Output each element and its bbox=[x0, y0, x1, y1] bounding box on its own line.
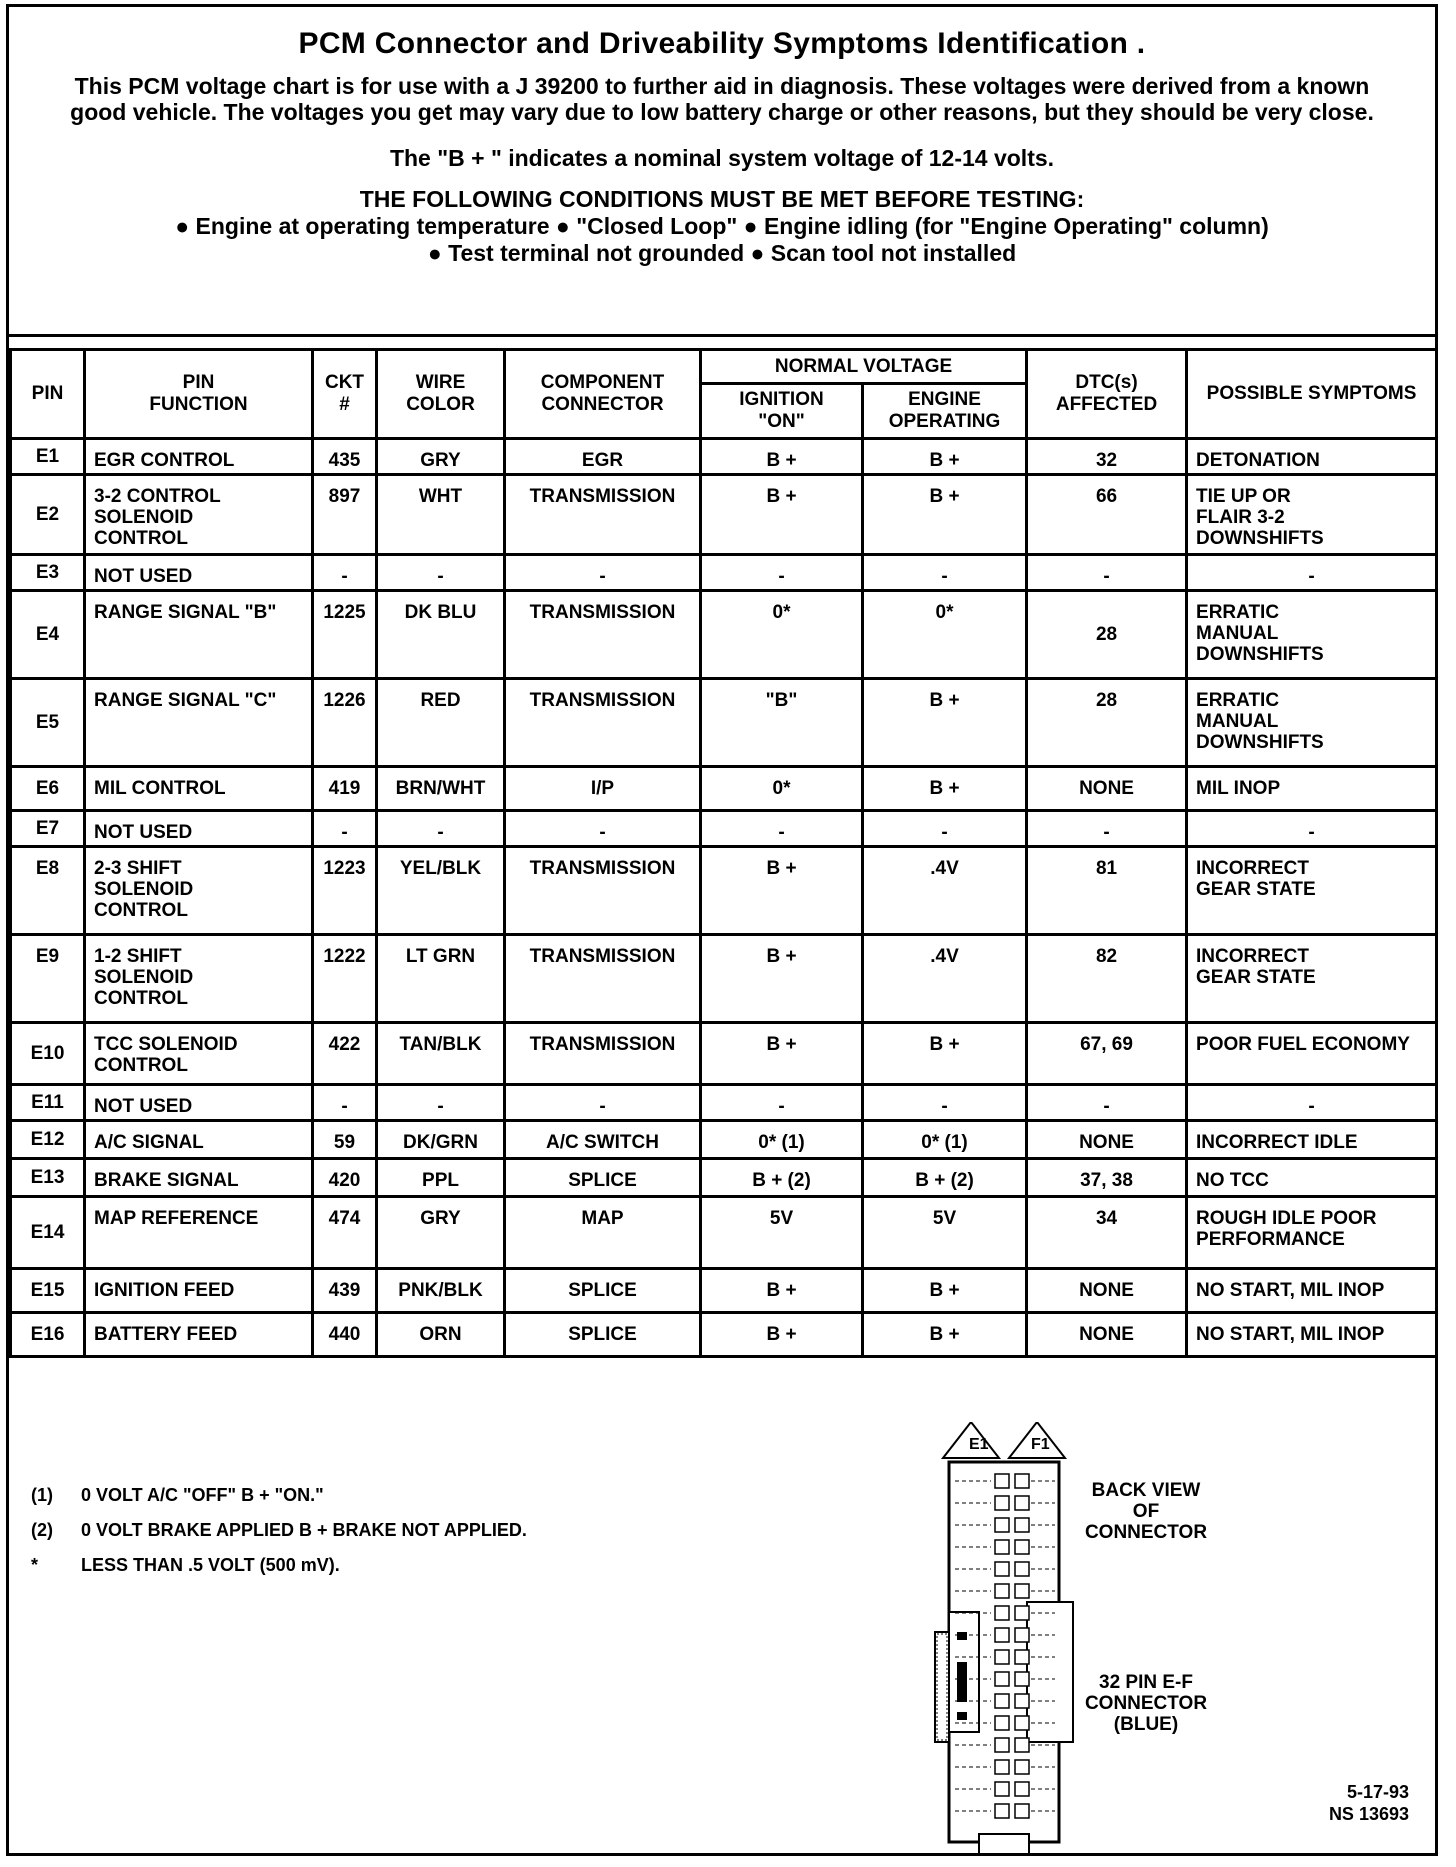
header-pin: PIN bbox=[11, 350, 85, 439]
pin-cell: E2 bbox=[11, 475, 85, 555]
table-row bbox=[11, 555, 1437, 591]
wire-cell: RED bbox=[377, 679, 505, 767]
pin-cell: E14 bbox=[11, 1197, 85, 1269]
table-row bbox=[11, 1085, 1437, 1121]
connector-pin bbox=[995, 1628, 1009, 1642]
symptom-cell: NO START, MIL INOP bbox=[1187, 1313, 1437, 1357]
pin-cell: E6 bbox=[11, 767, 85, 811]
dtc-cell: 28 bbox=[1027, 679, 1187, 767]
connector-pin bbox=[1015, 1540, 1029, 1554]
connector-pin bbox=[1015, 1760, 1029, 1774]
component-cell: TRANSMISSION bbox=[505, 679, 701, 767]
table-row bbox=[11, 847, 1437, 935]
pin-cell: E3 bbox=[11, 555, 85, 591]
engine-cell: .4V bbox=[863, 847, 1027, 935]
pcm-voltage-table bbox=[9, 348, 1438, 1358]
ckt-cell: 1226 bbox=[313, 679, 377, 767]
ignition-cell: - bbox=[701, 811, 863, 847]
wire-cell: DK BLU bbox=[377, 591, 505, 679]
connector-pin bbox=[1015, 1562, 1029, 1576]
table-row bbox=[11, 475, 1437, 555]
ckt-cell: 422 bbox=[313, 1023, 377, 1085]
pin-cell: E10 bbox=[11, 1023, 85, 1085]
pin-cell: E15 bbox=[11, 1269, 85, 1313]
connector-pin bbox=[1015, 1738, 1029, 1752]
component-cell: TRANSMISSION bbox=[505, 935, 701, 1023]
ckt-cell: - bbox=[313, 811, 377, 847]
engine-cell: B + bbox=[863, 475, 1027, 555]
dtc-cell: - bbox=[1027, 811, 1187, 847]
wire-cell: - bbox=[377, 1085, 505, 1121]
ckt-cell: 1223 bbox=[313, 847, 377, 935]
dtc-cell: 28 bbox=[1027, 591, 1187, 679]
wire-cell: YEL/BLK bbox=[377, 847, 505, 935]
footnote-text: 0 VOLT BRAKE APPLIED B + BRAKE NOT APPLIED. bbox=[81, 1520, 527, 1540]
symptom-cell: ERRATIC MANUAL DOWNSHIFTS bbox=[1187, 679, 1437, 767]
component-cell: TRANSMISSION bbox=[505, 1023, 701, 1085]
wire-cell: ORN bbox=[377, 1313, 505, 1357]
ignition-cell: B + bbox=[701, 475, 863, 555]
back-view-label: BACK VIEW OF CONNECTOR bbox=[1084, 1480, 1208, 1543]
connector-pin bbox=[995, 1474, 1009, 1488]
component-cell: TRANSMISSION bbox=[505, 847, 701, 935]
ignition-cell: 0* bbox=[701, 767, 863, 811]
header-engine-operating: ENGINE OPERATING bbox=[863, 384, 1027, 439]
symptom-cell: INCORRECT GEAR STATE bbox=[1187, 935, 1437, 1023]
function-cell: 2-3 SHIFT SOLENOID CONTROL bbox=[85, 847, 313, 935]
connector-pin bbox=[1015, 1650, 1029, 1664]
header-ignition-on: IGNITION "ON" bbox=[701, 384, 863, 439]
dtc-cell: 82 bbox=[1027, 935, 1187, 1023]
ckt-cell: 419 bbox=[313, 767, 377, 811]
component-cell: TRANSMISSION bbox=[505, 475, 701, 555]
table-row bbox=[11, 935, 1437, 1023]
dtc-cell: 34 bbox=[1027, 1197, 1187, 1269]
ckt-cell: 1222 bbox=[313, 935, 377, 1023]
engine-cell: 0* bbox=[863, 591, 1027, 679]
symptom-cell: ERRATIC MANUAL DOWNSHIFTS bbox=[1187, 591, 1437, 679]
ignition-cell: B + (2) bbox=[701, 1159, 863, 1197]
ignition-cell: - bbox=[701, 1085, 863, 1121]
conditions-line-2: ● Test terminal not grounded ● Scan tool not installed bbox=[427, 240, 1017, 266]
connector-pin bbox=[995, 1672, 1009, 1686]
footnote-text: 0 VOLT A/C "OFF" B + "ON." bbox=[81, 1485, 324, 1505]
engine-cell: B + bbox=[863, 1023, 1027, 1085]
e1-label: E1 bbox=[969, 1436, 989, 1453]
pin-cell: E7 bbox=[11, 811, 85, 847]
symptom-cell: MIL INOP bbox=[1187, 767, 1437, 811]
footnote-1 bbox=[31, 1485, 527, 1506]
conditions-title: THE FOLLOWING CONDITIONS MUST BE MET BEFORE TESTING: bbox=[359, 186, 1085, 212]
page-frame bbox=[6, 4, 1438, 1856]
function-cell: 1-2 SHIFT SOLENOID CONTROL bbox=[85, 935, 313, 1023]
connector-pin bbox=[995, 1760, 1009, 1774]
symptom-cell: POOR FUEL ECONOMY bbox=[1187, 1023, 1437, 1085]
dtc-cell: 66 bbox=[1027, 475, 1187, 555]
symptom-cell: NO START, MIL INOP bbox=[1187, 1269, 1437, 1313]
connector-pin bbox=[995, 1694, 1009, 1708]
header-dtc: DTC(s) AFFECTED bbox=[1027, 350, 1187, 439]
symptom-cell: INCORRECT GEAR STATE bbox=[1187, 847, 1437, 935]
conditions-line-1: ● Engine at operating temperature ● "Closed Loop" ● Engine idling (for "Engine Operating" column) bbox=[175, 213, 1269, 239]
component-cell: A/C SWITCH bbox=[505, 1121, 701, 1159]
bplus-note: The "B + " indicates a nominal system voltage of 12-14 volts. bbox=[389, 145, 1055, 171]
component-cell: - bbox=[505, 811, 701, 847]
symptom-cell: - bbox=[1187, 555, 1437, 591]
document-id bbox=[1329, 1781, 1409, 1825]
table-row bbox=[11, 679, 1437, 767]
wire-cell: BRN/WHT bbox=[377, 767, 505, 811]
table-row bbox=[11, 1313, 1437, 1357]
footnote-3 bbox=[31, 1555, 527, 1576]
wire-cell: GRY bbox=[377, 1197, 505, 1269]
ignition-cell: 0* (1) bbox=[701, 1121, 863, 1159]
engine-cell: 5V bbox=[863, 1197, 1027, 1269]
pin-cell: E12 bbox=[11, 1121, 85, 1159]
function-cell: IGNITION FEED bbox=[85, 1269, 313, 1313]
function-cell: MAP REFERENCE bbox=[85, 1197, 313, 1269]
table-row bbox=[11, 1159, 1437, 1197]
ignition-cell: B + bbox=[701, 847, 863, 935]
connector-pin bbox=[995, 1540, 1009, 1554]
wire-cell: - bbox=[377, 811, 505, 847]
dtc-cell: 67, 69 bbox=[1027, 1023, 1187, 1085]
header bbox=[9, 7, 1435, 337]
ignition-cell: B + bbox=[701, 935, 863, 1023]
connector-pin bbox=[995, 1562, 1009, 1576]
wire-cell: TAN/BLK bbox=[377, 1023, 505, 1085]
document-date: 5-17-93 bbox=[1346, 1782, 1409, 1802]
ignition-cell: 0* bbox=[701, 591, 863, 679]
wire-cell: PNK/BLK bbox=[377, 1269, 505, 1313]
ignition-cell: B + bbox=[701, 439, 863, 475]
function-cell: NOT USED bbox=[85, 811, 313, 847]
footnote-mark: (1) bbox=[31, 1485, 53, 1505]
dtc-cell: 81 bbox=[1027, 847, 1187, 935]
connector-pin bbox=[1015, 1518, 1029, 1532]
engine-cell: B + (2) bbox=[863, 1159, 1027, 1197]
symptom-cell: - bbox=[1187, 811, 1437, 847]
connector-pin bbox=[1015, 1584, 1029, 1598]
ckt-cell: 474 bbox=[313, 1197, 377, 1269]
connector-pin bbox=[995, 1496, 1009, 1510]
connector-pin bbox=[995, 1584, 1009, 1598]
pin-cell: E5 bbox=[11, 679, 85, 767]
connector-pin bbox=[1015, 1716, 1029, 1730]
f1-label: F1 bbox=[1031, 1436, 1050, 1453]
function-cell: 3-2 CONTROL SOLENOID CONTROL bbox=[85, 475, 313, 555]
component-cell: MAP bbox=[505, 1197, 701, 1269]
engine-cell: B + bbox=[863, 1269, 1027, 1313]
connector-pin bbox=[1015, 1672, 1029, 1686]
function-cell: A/C SIGNAL bbox=[85, 1121, 313, 1159]
component-cell: SPLICE bbox=[505, 1269, 701, 1313]
ignition-cell: B + bbox=[701, 1269, 863, 1313]
connector-pin bbox=[995, 1606, 1009, 1620]
function-cell: BRAKE SIGNAL bbox=[85, 1159, 313, 1197]
header-component: COMPONENT CONNECTOR bbox=[505, 350, 701, 439]
table-row bbox=[11, 439, 1437, 475]
dtc-cell: NONE bbox=[1027, 1269, 1187, 1313]
connector-pin bbox=[995, 1518, 1009, 1532]
footnotes bbox=[31, 1485, 527, 1590]
pin-cell: E4 bbox=[11, 591, 85, 679]
table-row bbox=[11, 1269, 1437, 1313]
wire-cell: DK/GRN bbox=[377, 1121, 505, 1159]
dtc-cell: - bbox=[1027, 555, 1187, 591]
document-ref: NS 13693 bbox=[1328, 1804, 1409, 1824]
engine-cell: 0* (1) bbox=[863, 1121, 1027, 1159]
connector-pin bbox=[1015, 1782, 1029, 1796]
connector-diagram bbox=[919, 1422, 1249, 1862]
function-cell: NOT USED bbox=[85, 555, 313, 591]
ckt-cell: - bbox=[313, 1085, 377, 1121]
table-row bbox=[11, 591, 1437, 679]
connector-pin bbox=[1015, 1694, 1029, 1708]
pin-cell: E16 bbox=[11, 1313, 85, 1357]
component-cell: SPLICE bbox=[505, 1313, 701, 1357]
dtc-cell: NONE bbox=[1027, 767, 1187, 811]
ignition-cell: B + bbox=[701, 1023, 863, 1085]
wire-cell: PPL bbox=[377, 1159, 505, 1197]
ckt-cell: 440 bbox=[313, 1313, 377, 1357]
dtc-cell: NONE bbox=[1027, 1121, 1187, 1159]
page-title: PCM Connector and Driveability Symptoms Identification . bbox=[298, 27, 1146, 60]
intro-paragraph: This PCM voltage chart is for use with a J 39200 to further aid in diagnosis. These voltages were derived from a known good vehicle. The voltages you get may vary due to low battery charge or other reasons, but they should be very close. bbox=[70, 73, 1374, 125]
ignition-cell: - bbox=[701, 555, 863, 591]
table-row bbox=[11, 1023, 1437, 1085]
header-wire-color: WIRE COLOR bbox=[377, 350, 505, 439]
function-cell: BATTERY FEED bbox=[85, 1313, 313, 1357]
table-row bbox=[11, 811, 1437, 847]
table-row bbox=[11, 1197, 1437, 1269]
function-cell: RANGE SIGNAL "C" bbox=[85, 679, 313, 767]
wire-cell: WHT bbox=[377, 475, 505, 555]
component-cell: - bbox=[505, 555, 701, 591]
dtc-cell: 37, 38 bbox=[1027, 1159, 1187, 1197]
component-cell: TRANSMISSION bbox=[505, 591, 701, 679]
engine-cell: B + bbox=[863, 767, 1027, 811]
wire-cell: GRY bbox=[377, 439, 505, 475]
footnote-text: LESS THAN .5 VOLT (500 mV). bbox=[81, 1555, 340, 1575]
symptom-cell: - bbox=[1187, 1085, 1437, 1121]
function-cell: TCC SOLENOID CONTROL bbox=[85, 1023, 313, 1085]
header-symptoms: POSSIBLE SYMPTOMS bbox=[1187, 350, 1437, 439]
header-normal-voltage: NORMAL VOLTAGE bbox=[701, 350, 1027, 384]
symptom-cell: ROUGH IDLE POOR PERFORMANCE bbox=[1187, 1197, 1437, 1269]
engine-cell: - bbox=[863, 555, 1027, 591]
ckt-cell: 439 bbox=[313, 1269, 377, 1313]
function-cell: MIL CONTROL bbox=[85, 767, 313, 811]
wire-cell: LT GRN bbox=[377, 935, 505, 1023]
connector-label: 32 PIN E-F CONNECTOR (BLUE) bbox=[1084, 1672, 1208, 1735]
symptom-cell: NO TCC bbox=[1187, 1159, 1437, 1197]
table-row bbox=[11, 767, 1437, 811]
engine-cell: - bbox=[863, 1085, 1027, 1121]
component-cell: EGR bbox=[505, 439, 701, 475]
engine-cell: B + bbox=[863, 679, 1027, 767]
connector-pin bbox=[995, 1782, 1009, 1796]
footnote-2 bbox=[31, 1520, 527, 1541]
component-cell: I/P bbox=[505, 767, 701, 811]
symptom-cell: INCORRECT IDLE bbox=[1187, 1121, 1437, 1159]
wire-cell: - bbox=[377, 555, 505, 591]
ignition-cell: "B" bbox=[701, 679, 863, 767]
connector-body bbox=[935, 1462, 1073, 1854]
ckt-cell: 59 bbox=[313, 1121, 377, 1159]
connector-pin bbox=[1015, 1474, 1029, 1488]
ckt-cell: - bbox=[313, 555, 377, 591]
engine-cell: - bbox=[863, 811, 1027, 847]
function-cell: NOT USED bbox=[85, 1085, 313, 1121]
ignition-cell: B + bbox=[701, 1313, 863, 1357]
connector-pin bbox=[1015, 1496, 1029, 1510]
ckt-cell: 897 bbox=[313, 475, 377, 555]
pin-cell: E11 bbox=[11, 1085, 85, 1121]
connector-pin bbox=[1015, 1804, 1029, 1818]
pin-cell: E1 bbox=[11, 439, 85, 475]
function-cell: RANGE SIGNAL "B" bbox=[85, 591, 313, 679]
dtc-cell: NONE bbox=[1027, 1313, 1187, 1357]
connector-pin bbox=[1015, 1628, 1029, 1642]
pin-cell: E13 bbox=[11, 1159, 85, 1197]
ckt-cell: 1225 bbox=[313, 591, 377, 679]
connector-pin bbox=[995, 1650, 1009, 1664]
component-cell: SPLICE bbox=[505, 1159, 701, 1197]
header-pin-function: PIN FUNCTION bbox=[85, 350, 313, 439]
engine-cell: .4V bbox=[863, 935, 1027, 1023]
dtc-cell: - bbox=[1027, 1085, 1187, 1121]
pin-cell: E9 bbox=[11, 935, 85, 1023]
ckt-cell: 435 bbox=[313, 439, 377, 475]
footnote-mark: * bbox=[31, 1555, 39, 1575]
connector-pin bbox=[995, 1804, 1009, 1818]
connector-pin bbox=[1015, 1606, 1029, 1620]
dtc-cell: 32 bbox=[1027, 439, 1187, 475]
footnote-mark: (2) bbox=[31, 1520, 53, 1540]
table-row bbox=[11, 1121, 1437, 1159]
ignition-cell: 5V bbox=[701, 1197, 863, 1269]
symptom-cell: DETONATION bbox=[1187, 439, 1437, 475]
connector-pin bbox=[995, 1738, 1009, 1752]
component-cell: - bbox=[505, 1085, 701, 1121]
pin-cell: E8 bbox=[11, 847, 85, 935]
ckt-cell: 420 bbox=[313, 1159, 377, 1197]
connector-pin bbox=[995, 1716, 1009, 1730]
function-cell: EGR CONTROL bbox=[85, 439, 313, 475]
engine-cell: B + bbox=[863, 439, 1027, 475]
header-ckt: CKT # bbox=[313, 350, 377, 439]
engine-cell: B + bbox=[863, 1313, 1027, 1357]
symptom-cell: TIE UP OR FLAIR 3-2 DOWNSHIFTS bbox=[1187, 475, 1437, 555]
